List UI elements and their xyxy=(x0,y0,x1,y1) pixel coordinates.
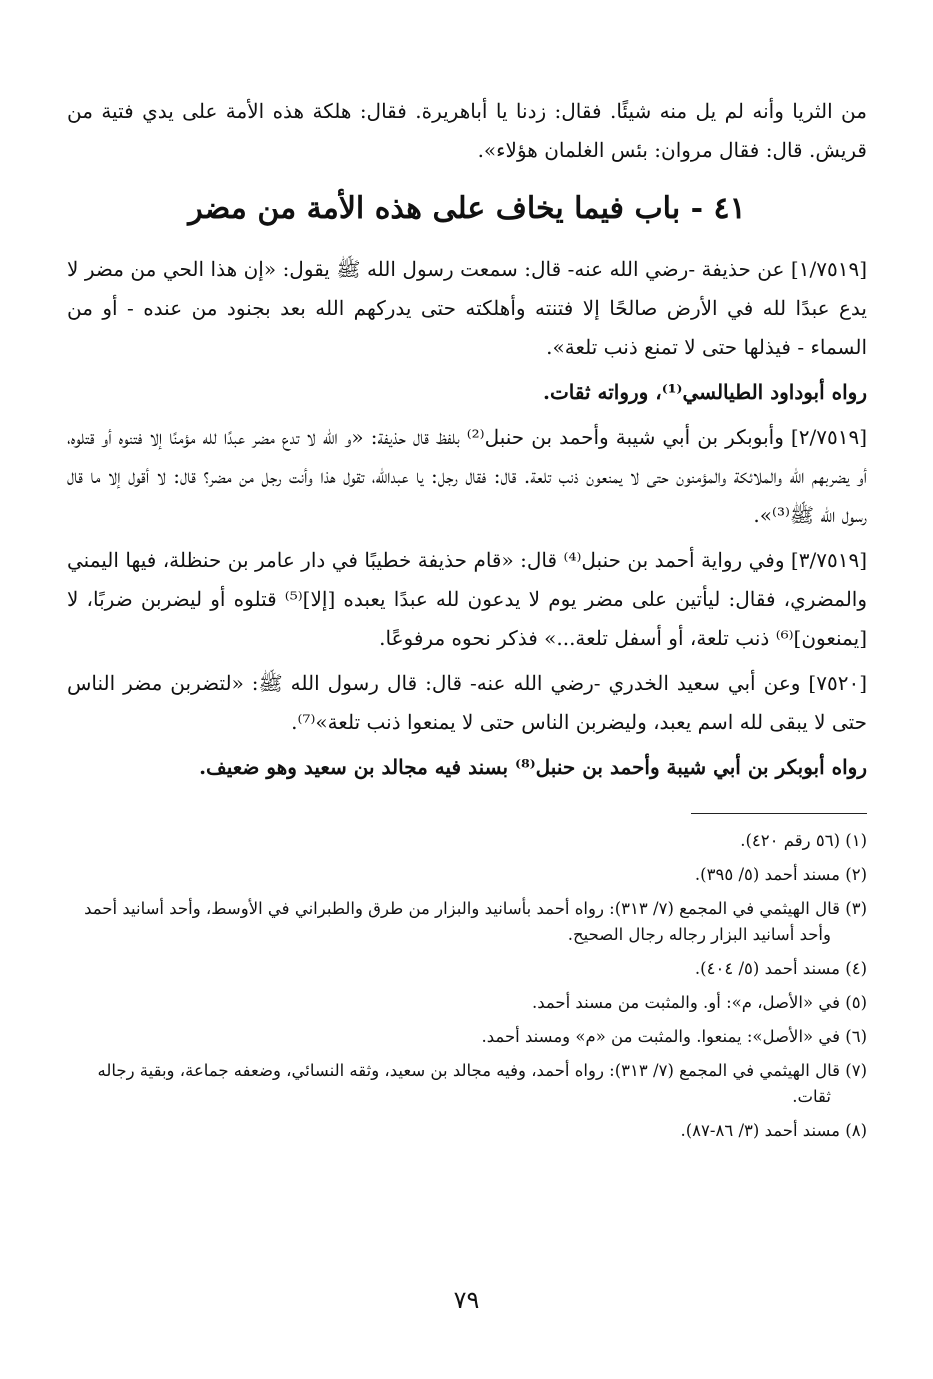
page-body xyxy=(67,92,867,1152)
hadith-7519-3: [٣/٧٥١٩] وفي رواية أحمد بن حنبل⁽⁴⁾ قال: «قام حذيفة خطيبًا في دار عامر بن حنظلة، فيها اليمني والمضري، فقال: ليأتين على مضر يوم لا يدعون لله عبدًا يعبده [إلا]⁽⁵⁾ قتلوه أو ليضربن ضربًا، لا [يمنعون]⁽⁶⁾ ذنب تلعة، أو أسفل تلعة...» فذكر نحوه مرفوعًا. xyxy=(67,548,868,650)
footnote-2: (٢) مسند أحمد (٥/ ٣٩٥). xyxy=(694,865,867,884)
footnote-3: (٣) قال الهيثمي في المجمع (٧/ ٣١٣): رواه أحمد بأسانيد والبزار من طرق والطبراني في الأوسط، وأحد أسانيد أحمد وأحد أسانيد البزار رجاله رجال الصحيح. xyxy=(84,899,867,944)
chapter-heading: ٤١ - باب فيما يخاف على هذه الأمة من مضر xyxy=(188,191,746,226)
hadith-7519-2: [٢/٧٥١٩] وأبوبكر بن أبي شيبة وأحمد بن حنبل⁽²⁾ بلفظ قال حذيفة: «و الله لا تدع مضر عبدًا لله مؤمنًا إلا فتنوه أو قتلوه، أو يضربهم الله والملائكة والمؤمنون حتى لا يمنعون ذنب تلعة. قال: فقال رجل: يا عبدالله، تقول هذا وأنت رجل من مضر؟ قال: لا أقول إلا ما قال رسول الله ﷺ⁽³⁾». xyxy=(67,425,867,527)
footnote-1: (١) (٥٦ رقم ٤٢٠). xyxy=(740,831,867,850)
footnote-7: (٧) قال الهيثمي في المجمع (٧/ ٣١٣): رواه أحمد، وفيه مجالد بن سعيد، وثقه النسائي، وضعفه جماعة، وبقية رجاله ثقات. xyxy=(97,1061,867,1106)
footnotes-list xyxy=(67,828,867,1144)
footnote-8: (٨) مسند أحمد (٣/ ٨٦-٨٧). xyxy=(680,1121,867,1140)
footnote-4: (٤) مسند أحمد (٥/ ٤٠٤). xyxy=(694,959,867,978)
hadith-7519-1: [١/٧٥١٩] عن حذيفة -رضي الله عنه- قال: سمعت رسول الله ﷺ يقول: «إن هذا الحي من مضر لا يدع عبدًا لله في الأرض صالحًا إلا فتنته وأهلكته حتى يدركهم الله بعد بجنود من عنده - أو من السماء - فيذلها حتى لا تمنع ذنب تلعة». xyxy=(67,257,867,359)
paragraph-continuation: من الثريا وأنه لم يل منه شيئًا. فقال: زدنا يا أباهريرة. فقال: هلكة هذه الأمة على يدي فتية من قريش. قال: فقال مروان: بئس الغلمان هؤلاء». xyxy=(67,99,867,162)
footnote-5: (٥) في «الأصل، م»: أو. والمثبت من مسند أحمد. xyxy=(531,993,867,1012)
footnote-6: (٦) في «الأصل»: يمنعوا. والمثبت من «م» ومسند أحمد. xyxy=(481,1027,867,1046)
narration-note-2: رواه أبوبكر بن أبي شيبة وأحمد بن حنبل⁽⁸⁾ بسند فيه مجالد بن سعيد وهو ضعيف. xyxy=(199,755,867,779)
hadith-7520: [٧٥٢٠] وعن أبي سعيد الخدري -رضي الله عنه- قال: قال رسول الله ﷺ: «لتضربن مضر الناس حتى لا يبقى لله اسم يعبد، وليضربن الناس حتى لا يمنعوا ذنب تلعة»⁽⁷⁾. xyxy=(67,671,867,734)
footnote-separator xyxy=(691,813,867,814)
narration-note-1: رواه أبوداود الطيالسي⁽¹⁾، ورواته ثقات. xyxy=(542,380,867,404)
page-number: ٧٩ xyxy=(453,1286,480,1314)
